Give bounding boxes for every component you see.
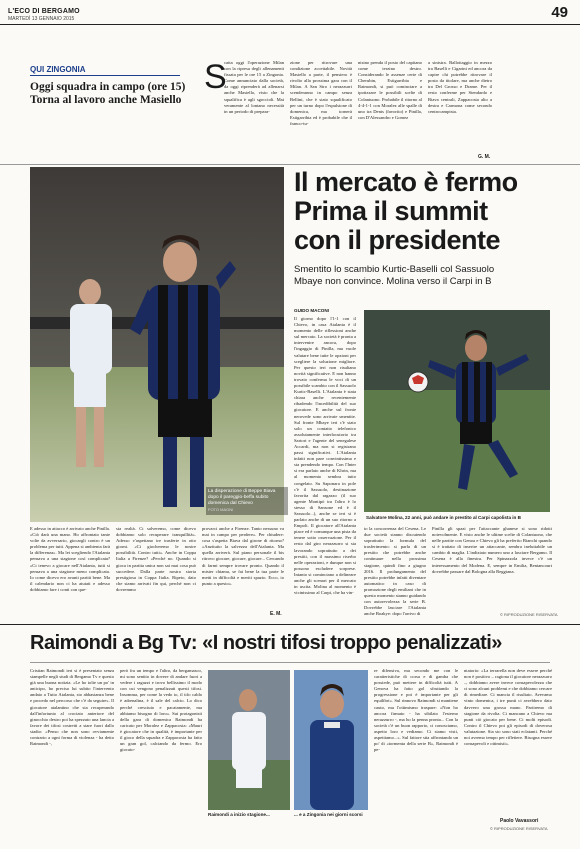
biava-photo — [30, 167, 284, 522]
molina-photo — [364, 310, 550, 512]
raimondi-col1: Cristian Raimondi ieri si è presentato senza stampelle negli studi di Bergamo Tv e questo già una buona notizia. «Le ho tolte un po' in anticipo, ho preciso lui subito l'intervento andato a Tutto Atalanta, sto abbastanza bene e procedo nel percorso che c'è da seguire». Il giocatore atalantino che sta recuperando dall'infortunio al crociato anteriore del ginocchio destro poi ha spezzato una lancia a favore dei tifosi costretti a stare fuori dallo stadio: «Penso che non sono ovviamente contrario a ogni forma di violenza - ha detto Raimondi -, — [30, 668, 114, 747]
biava-caption-text: La disperazione di Beppe Biava dopo il pareggio-beffa subito domenica dal Chievo — [208, 489, 276, 506]
raimondi-rule — [0, 624, 580, 625]
mercato-body-col1: Il giorno dopo l'1-1 con il Chievo, in casa Atalanta è il momento delle riflessioni anche sul mercato. La società è pronta a intervenire ancora, dopo l'ingaggio di Pinilla, ma vuole valutare bene tutte le opzioni per scegliere la soluzione migliore. Per questo ieri non risultano novità significative. E non hanno trovato conferma le voci di un possibile scambio con il Sassuolo Kurtic-Baselli. L'Atalanta è stata chiara anche recentemente ribadendo l'incedibilità del suo giocatore. E anche sul fronte nerovede sono arrivate smentite. Sul fronte Mbaye ieri c'è stato solo un contatto telefonico assolutamente interlocutorio tra Sartori e l'agente del senegalese Accardi, ma non si registrano passi significativi. L'Atalanta infatti non pare convintissima e sta prendendo tempo. Con l'Inter si era parlato anche di Khrin, ma al momento sembra tutto congelato. Su Saponara in pole c'è il Sassuolo, destinazione favorita dal ragazzo (il suo agente Montipò tra l'altro è lo stesso di Sansone ed è il Sassuolo...), anche se ieri si è parlato anche di un suo ritorno a Empoli. Il giocatore all'Atalanta piace ed è comunque una pista da tenere sotto osservazione. Per il resto dal giro nerazzurro si sta lavorando soprattutto a dei prestiti, con il massimo riserbo nelle operazioni, e dunque non si possono escludere sorprese. Intanto si cominciano a delineare anche gli scenari per il mercato in uscita. Molina al momento è vicinissimo al Carpi, che ha vin- — [294, 316, 356, 596]
mercato-headline — [294, 168, 518, 255]
interview-byline: E. M. — [270, 611, 282, 617]
zingonia-byline: G. M. — [478, 154, 491, 160]
issue-date: MARTEDÌ 13 GENNAIO 2015 — [8, 16, 75, 22]
raimondi-caption-2: ... e a Zingonia nei giorni scorsi — [294, 812, 363, 817]
interview-col3: provarci anche a Firenze. Tanto nessuno va mai in campo per perdere». Per chiudere: cosa s'aspetta Biava dal girone di ritorno? «Anzitutto la salvezza dell'Atalanta. Ma quella arriverà. Sul piano personale il bis ritrovo giocare, giocare, giocare... Cercando di farmi sempre trovare pronto. Quando il mister chiama, se fai bene la tua parte le metti in difficoltà e meriti spazio. Ecco, io punto a questo». — [202, 526, 284, 586]
raimondi-photo-1 — [208, 670, 290, 810]
zingonia-col2: zione per ritrovare una condizione accettabile. Novità Masiello a parte, il pensiero è rivolto alla prossima gara con il Milan. A San Siro i nerazzurri scenderanno in campo senza Bellini, che è stato squalificato per un turno dopo l'espulsione di domenica, ma tornerà Estigarribia ed è probabile che il franco-tu- — [290, 60, 352, 126]
newspaper-logo: L'ECO DI BERGAMO — [8, 8, 80, 15]
biava-photo-illustration — [30, 167, 284, 522]
mercato-sub-line1: Smentito lo scambio Kurtic-Baselli col Sassuolo — [294, 264, 495, 275]
mercato-sub-line2: Mbaye non convince. Molina verso il Carpi in B — [294, 276, 492, 287]
interview-col1: E adesso in attacco è arrivato anche Pinilla. «Ciò darà una mano. Ho affrontato tante volte da avversario, giocargli contro è un problema per tutti. Appena si ambienta farà la differenza». Ma lei scegliendo l'Atalanta pensava a una stagione così complicata? «Ci tenevo a giocare nell'Atalanta, tutti si pensava a una stagione meno complicata. Io come dicevo ero avanti partiti bene. Ma il calendario non ci ha aiutati e adesso dobbiamo fare i conti con que- — [30, 526, 110, 592]
zingonia-headline-line2: Torna al lavoro anche Masiello — [30, 94, 182, 106]
raimondi-photo-2 — [294, 670, 368, 810]
mercato-copyright: © RIPRODUZIONE RISERVATA — [500, 612, 558, 617]
zingonia-col4: a sinistra. Ballottaggio in mezzo tra Baselli e Cigarini ed ancora da capire chi potrebbe ritrovare il posto da titolare, ma anche dietro tra Del Grosso e Drame. Per il resto conferme per Stendardo e Biava centrali, Zappacosta alto a destra e Carmona come secondo centrocampista. — [428, 60, 492, 114]
raimondi-headline: Raimondi a Bg Tv: «I nostri tifosi troppo penalizzati» — [30, 632, 502, 654]
zingonia-headline-line1: Oggi squadra in campo (ore 15) — [30, 81, 186, 93]
biava-caption — [206, 487, 288, 515]
raimondi-col3: re difensiva, ma secondo me con le caratteristiche di corsa e di gamba che possiede, può mettere in difficoltà tutti. A Genova ha fatto gol sfruttando la progressione e poi è importante per gli equilibri». Sul rinnovo Raimondi si mantiene cauto, ma l'ottimismo traspare: «Non ho ancora firmato - ha sibilato l'esterno nerazzurro -, ma ho la penna pronta... Con la società c'è un buon rapporto, ci conosciamo, aspetto loro e vediamo. Ci siamo visti, aspettiamo...». Sul fattore stia affrontando un po' di «tormenta della serie B», Raimondi è pe- — [374, 668, 458, 753]
raimondi-sub-rule — [30, 662, 550, 663]
raimondi-photo-1-illustration — [208, 670, 290, 810]
dropcap: S — [204, 58, 227, 96]
mercato-headline-line3: con il presidente — [294, 225, 501, 255]
raimondi-author: Paolo Vavassori — [500, 818, 539, 824]
raimondi-col4: ntatorio: «La terrarella non deve essere perché non è positivo – ragiona il giocatore nerazzurro –, dobbiamo avere invece consapevolezza che ci sono alcuni problemi e che dobbiamo cercare di rimediare. Ci mancia il risultato. Avevamo vinto domenica, i tre punti ci avrebbero dato davvero una grossa mano. Partiremo di stagione da rivolta. Ci mancano a Chievo ma punti ciò giocato per bene. Ci molti episodi. Contro il Chievo poi gli episodi di doverosa valutazione. Sia sto sono stati eclatanti. Perché noi avremo tempo per riflettere. Bisogna essere consapevoli e ottimisti». — [464, 668, 552, 747]
mercato-subheadline — [294, 264, 494, 288]
mercato-headline-line1: Il mercato è fermo — [294, 167, 518, 197]
zingonia-kicker: QUI ZINGONIA — [30, 65, 86, 74]
mercato-headline-line2: Prima il summit — [294, 196, 488, 226]
raimondi-col2: però fra un tempo e l'altro, da bergamasco, mi sono sentito in dovere di andare fuori a vedere i ragazzi e trovo bellissimo il modo con cui vengono penalizzati questi tifosi. Insomma, per come la vedo io, il tifo caldo è adrenalina, è il sale del calcio. Lo dico perché cresciuto e pacatamente, ma abbiamo bisogno di loro». Sui protagonisti della gara di domenica Raimondi ha caricato per Moralez e Zappacosta: «Mauri è giocatore che in qualità, è importante per il gioco della squadra e Zappacosta ha fatto un gran gol, calciando da fermo. Ero giocato- — [120, 668, 202, 753]
zingonia-col1: catta oggi l'operazione Milan con la ripresa degli allenamenti fissata per le ore 15 a Zingonia. Come annunciato dalla società, da oggi riprenderà ad allenarsi anche Masiello, visto che la squalifica è agli sgoccioli. Mai veramente al lontano necessità in un periodo di prepara- — [224, 60, 284, 114]
raimondi-copyright: © RIPRODUZIONE RISERVATA — [490, 826, 548, 831]
raimondi-caption-1: Raimondi a inizio stagione... — [208, 812, 270, 817]
molina-caption: Salvatore Molina, 22 anni, può andare in prestito al Carpi capolista in B — [366, 515, 521, 520]
mercato-body-col3: Pinilla gli spazi per l'attaccante ghanese si sono ridotti notevolmente. E visto anche le ultime scelte di Colantuono, che nelle partite con Genoa e Chievo gli ha preferito Bianchi quando si è trattato di inserire un attaccante, sembra ineluttabile un cambio di maglia. L'indiziato numero uno a lasciare Bergamo. Il Cesena è alla finestra. Per Spinazzola invece c'è un interessamento del Modena. E, sempre in Emilia, Bentancourt dovrebbe passare dal Bologna alla Reggiana. — [432, 526, 552, 574]
page-number: 49 — [551, 4, 568, 21]
zingonia-col3: nisino prenda il posto del capitano come terzino destro. Considerando le assenze certe di Cherubin, Estigarribia e Raimondi, si può cominciare a ipotizzare le possibili scelte di Colantuono. Probabile il ritorno al 4-4-1-1 con Moralez alle spalle di uno tra Denis (favorito) e Pinilla, con D'Alessandro e Gomez — [358, 60, 422, 120]
mercato-body-col2: to la concorrenza del Cesena. Le due società stanno discutendo soprattutto la formula del trasferimento: si parla di un prestito che potrebbe anche continuare nella prossima stagione, quindi fino a giugno 2016. Il prolungamento del prestito potrebbe infatti diventare automatico in caso di promozione degli emiliani che in questo momento stanno guidando con autorevolezza la serie B. Dovrebbe lasciare l'Atalanta anche Boakye: dopo l'arrivo di — [364, 526, 426, 617]
interview-col2: sta realtà. Ci salveremo, come dicevo dobbiamo solo recuperare tranquillità». Adesso v'aspettano tre trasferte in otto giorni. «Ci giocheremo le nostre possibilità. Contro tutti». Anche in Coppa Italia a Firenze? «Perché no. Quando si gioca in partita unica non sai mai cosa può succedere. Dalla parte nostra storia prestigiosa in Coppa Italia. Ripeto, dato che siamo arrivati fin qui, perché non ci dovremmo — [116, 526, 196, 592]
molina-photo-illustration — [364, 310, 550, 512]
raimondi-photo-2-illustration — [294, 670, 368, 810]
zingonia-headline — [30, 81, 185, 107]
header-rule — [0, 24, 580, 25]
mercato-author: GUIDO MACONI — [294, 308, 329, 313]
kicker-rule — [30, 75, 180, 76]
biava-photo-credit: FOTO MAGNI — [208, 507, 234, 512]
section-rule — [0, 164, 580, 165]
